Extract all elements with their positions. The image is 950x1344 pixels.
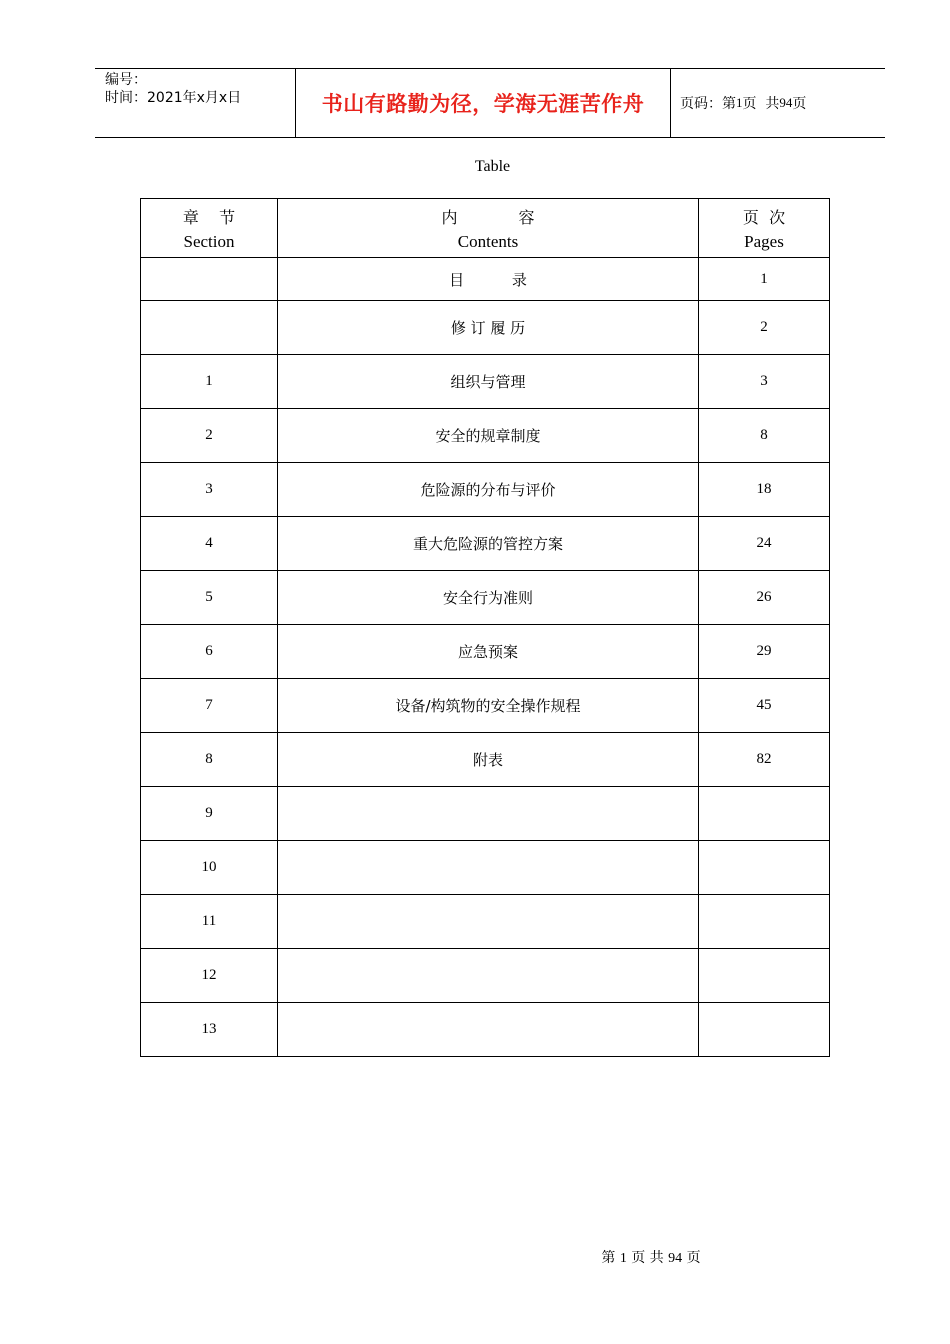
header-pages-zh: 页 次 <box>742 207 786 227</box>
page-cell <box>699 301 830 355</box>
section-cell <box>141 409 278 463</box>
header-meta <box>95 69 296 137</box>
motto: 书山有路勤为径，学海无涯苦作舟 <box>321 92 645 116</box>
header-section-en: Section <box>183 231 235 251</box>
page-cell-text: 82 <box>756 751 772 767</box>
table-row <box>141 571 830 625</box>
page-cell-text: 3 <box>760 373 768 389</box>
section-cell-text: 3 <box>205 481 213 497</box>
content-cell <box>278 301 699 355</box>
content-cell-text: 目 录 <box>449 270 527 289</box>
page-cell <box>699 787 830 841</box>
section-cell-text: 6 <box>205 643 213 659</box>
content-cell <box>278 571 699 625</box>
section-cell-text: 2 <box>205 427 213 443</box>
page-cell <box>699 733 830 787</box>
content-cell-text: 重大危险源的管控方案 <box>412 535 563 553</box>
header-pages-en: Pages <box>744 231 784 251</box>
content-cell <box>278 679 699 733</box>
table-row <box>141 1003 830 1057</box>
table-row <box>141 355 830 409</box>
content-cell-text: 设备/构筑物的安全操作规程 <box>395 697 581 715</box>
content-cell <box>278 949 699 1003</box>
section-cell <box>141 787 278 841</box>
content-cell <box>278 895 699 949</box>
header-page-suffix: 页 <box>792 96 807 112</box>
content-cell <box>278 625 699 679</box>
footer-suffix: 页 <box>682 1250 701 1266</box>
page-cell-text: 2 <box>760 319 768 335</box>
content-cell-text: 组织与管理 <box>450 373 526 391</box>
content-cell <box>278 733 699 787</box>
table-row <box>141 895 830 949</box>
footer-mid: 页 共 <box>626 1250 669 1266</box>
content-cell <box>278 409 699 463</box>
table-row <box>141 517 830 571</box>
header-page-prefix: 页码：第 <box>680 96 736 112</box>
section-cell <box>141 258 278 301</box>
page-cell-text: 24 <box>756 535 772 551</box>
header-contents-zh: 内 容 <box>441 207 535 227</box>
header-section-zh: 章 节 <box>182 207 236 227</box>
content-cell <box>278 355 699 409</box>
page-cell <box>699 895 830 949</box>
section-cell <box>141 841 278 895</box>
table-row <box>141 625 830 679</box>
header-pages <box>699 199 830 258</box>
content-cell <box>278 841 699 895</box>
page-cell <box>699 409 830 463</box>
header-page-number <box>671 69 885 137</box>
page-header <box>95 68 885 138</box>
section-cell-text: 1 <box>205 373 213 389</box>
section-cell <box>141 733 278 787</box>
page-cell <box>699 679 830 733</box>
section-cell <box>141 355 278 409</box>
footer-prefix: 第 <box>601 1250 620 1266</box>
section-cell <box>141 517 278 571</box>
section-cell <box>141 895 278 949</box>
page-cell-text: 29 <box>756 643 772 659</box>
section-cell <box>141 1003 278 1057</box>
header-page-current: 1 <box>736 95 743 110</box>
table-row <box>141 463 830 517</box>
section-cell <box>141 949 278 1003</box>
table-caption: Table <box>474 158 511 175</box>
section-cell-text: 13 <box>201 1021 217 1037</box>
table-row <box>141 679 830 733</box>
date-label: 时间：2021年x月x日 <box>105 90 242 106</box>
content-cell <box>278 517 699 571</box>
doc-number-label: 编号： <box>105 72 147 88</box>
page-cell <box>699 949 830 1003</box>
content-cell <box>278 463 699 517</box>
section-cell-text: 7 <box>205 697 213 713</box>
page-cell-text: 8 <box>760 427 768 443</box>
table-row <box>141 949 830 1003</box>
section-cell-text: 10 <box>201 859 217 875</box>
header-page-total: 94 <box>779 95 793 110</box>
page-footer <box>0 1247 950 1267</box>
section-cell <box>141 625 278 679</box>
content-cell-text: 危险源的分布与评价 <box>420 481 556 499</box>
content-cell <box>278 787 699 841</box>
page-cell <box>699 625 830 679</box>
page-cell <box>699 841 830 895</box>
section-cell-text: 8 <box>205 751 213 767</box>
content-cell-text: 修 订 履 历 <box>450 319 526 337</box>
page-cell <box>699 355 830 409</box>
footer-total-pages: 94 <box>668 1251 683 1266</box>
table-row <box>141 787 830 841</box>
section-cell <box>141 301 278 355</box>
page-cell-text: 45 <box>756 697 772 713</box>
header-motto-cell <box>296 69 671 137</box>
section-cell <box>141 571 278 625</box>
table-header-row <box>141 199 830 258</box>
page-cell-text: 26 <box>756 589 772 605</box>
header-contents <box>278 199 699 258</box>
page-cell <box>699 1003 830 1057</box>
footer-current-page: 1 <box>619 1251 627 1266</box>
table-row <box>141 301 830 355</box>
header-section <box>141 199 278 258</box>
content-cell <box>278 1003 699 1057</box>
section-cell-text: 5 <box>205 589 213 605</box>
table-row <box>141 258 830 301</box>
section-cell <box>141 463 278 517</box>
contents-table <box>140 198 830 1057</box>
content-cell-text: 应急预案 <box>457 643 518 661</box>
page-cell <box>699 517 830 571</box>
header-page-mid: 页 共 <box>742 96 780 112</box>
page-cell <box>699 571 830 625</box>
content-cell <box>278 258 699 301</box>
page-cell-text: 1 <box>760 270 768 287</box>
table-row <box>141 409 830 463</box>
content-cell-text: 安全行为准则 <box>442 589 533 607</box>
header-contents-en: Contents <box>457 231 519 251</box>
section-cell-text: 11 <box>201 913 217 929</box>
page-cell-text: 18 <box>756 481 772 497</box>
section-cell-text: 4 <box>205 535 213 551</box>
page-cell <box>699 258 830 301</box>
section-cell-text: 9 <box>205 805 213 821</box>
section-cell-text: 12 <box>201 967 217 983</box>
page-cell <box>699 463 830 517</box>
table-row <box>141 733 830 787</box>
content-cell-text: 附表 <box>472 751 503 769</box>
section-cell <box>141 679 278 733</box>
table-row <box>141 841 830 895</box>
content-cell-text: 安全的规章制度 <box>435 427 541 445</box>
